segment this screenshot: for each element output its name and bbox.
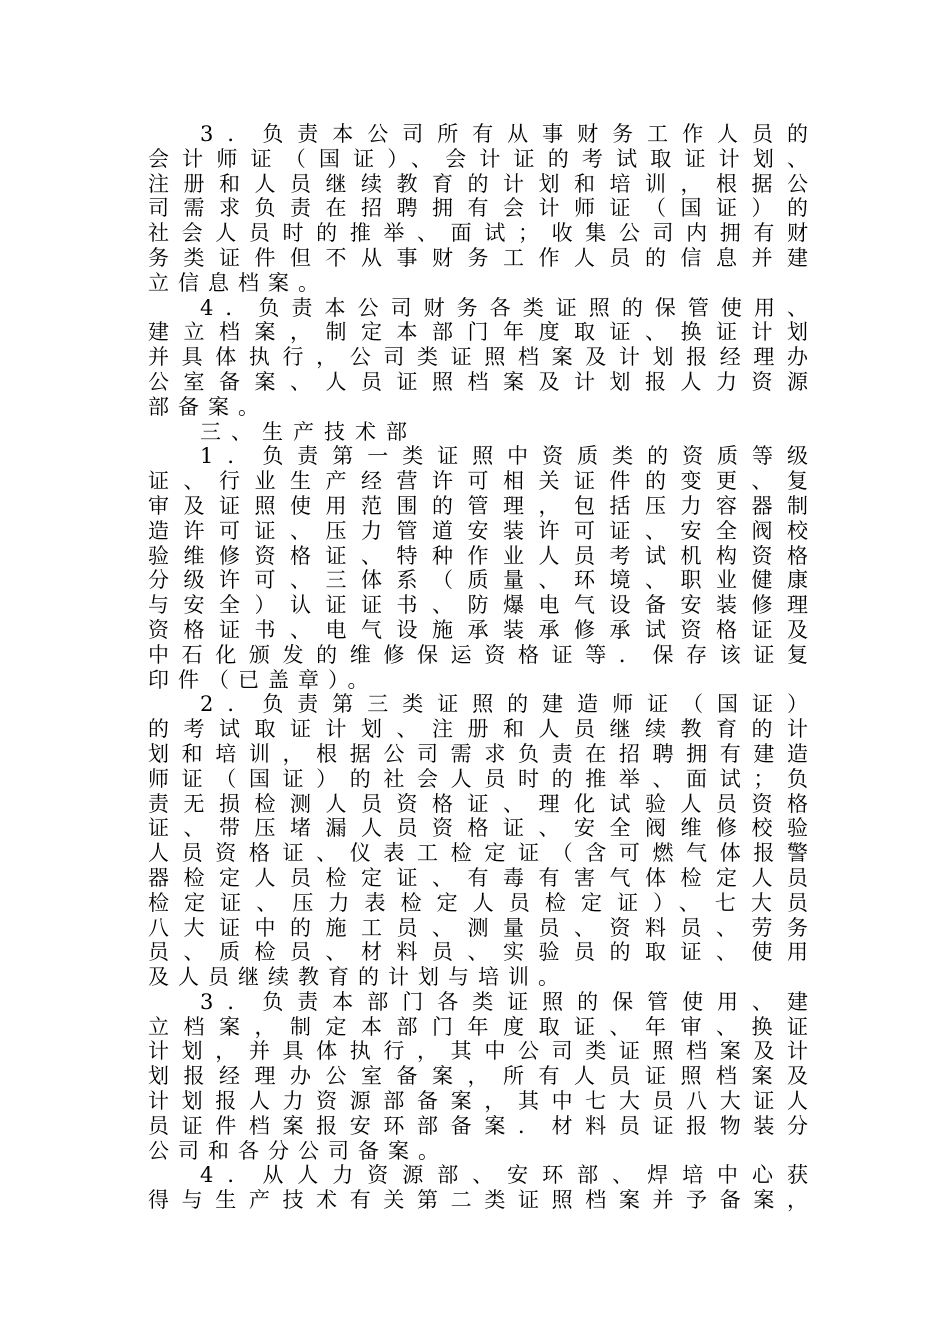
paragraph-line: 及人员继续教育的计划与培训。 bbox=[148, 965, 568, 990]
paragraph-line: 划报经理办公室备案，所有人员证照档案及 bbox=[148, 1064, 808, 1089]
paragraph-line: 人员资格证、仪表工检定证（含可燃气体报警 bbox=[148, 841, 808, 866]
paragraph-line: 3．负责本部门各类证照的保管使用、建 bbox=[200, 989, 808, 1014]
paragraph-line: 与安全）认证证书、防爆电气设备安装修理 bbox=[148, 593, 808, 618]
paragraph-line: 3．负责本公司所有从事财务工作人员的 bbox=[200, 122, 808, 146]
paragraph-line: 造许可证、压力管道安装许可证、安全阀校 bbox=[148, 518, 808, 543]
paragraph-line: 4．负责本公司财务各类证照的保管使用、 bbox=[200, 295, 808, 320]
paragraph-line: 注册和人员继续教育的计划和培训，根据公 bbox=[148, 171, 808, 196]
paragraph-line: 部备案。 bbox=[148, 394, 268, 419]
paragraph-line: 八大证中的施工员、测量员、资料员、劳务 bbox=[148, 915, 808, 940]
paragraph-line: 计划报人力资源部备案，其中七大员八大证人 bbox=[148, 1089, 808, 1114]
paragraph-line: 师证（国证）的社会人员时的推举、面试；负 bbox=[148, 766, 808, 791]
paragraph-line: 验维修资格证、特种作业人员考试机构资格 bbox=[148, 543, 808, 568]
paragraph-line: 分级许可、三体系（质量、环境、职业健康 bbox=[148, 568, 808, 593]
paragraph-line: 并具体执行，公司类证照档案及计划报经理办 bbox=[148, 345, 808, 370]
paragraph-line: 的考试取证计划、注册和人员继续教育的计 bbox=[148, 717, 808, 742]
paragraph-line: 计划，并具体执行，其中公司类证照档案及计 bbox=[148, 1039, 808, 1064]
paragraph-line: 检定证、压力表检定人员检定证）、七大员 bbox=[148, 890, 808, 915]
paragraph-line: 器检定人员检定证、有毒有害气体检定人员 bbox=[148, 865, 808, 890]
paragraph-line: 2．负责第三类证照的建造师证（国证） bbox=[200, 692, 808, 717]
paragraph-line: 4．从人力资源部、安环部、焊培中心获 bbox=[200, 1163, 808, 1188]
paragraph-line: 公司和各分公司备案。 bbox=[148, 1138, 448, 1163]
paragraph-line: 会计师证（国证）、会计证的考试取证计划、 bbox=[148, 146, 808, 171]
paragraph-line: 责无损检测人员资格证、理化试验人员资格 bbox=[148, 791, 808, 816]
paragraph-line: 务类证件但不从事财务工作人员的信息并建 bbox=[148, 245, 808, 270]
paragraph-line: 印件（已盖章）。 bbox=[148, 667, 378, 692]
paragraph-line: 资格证书、电气设施承装承修承试资格证及 bbox=[148, 617, 808, 642]
paragraph-line: 建立档案，制定本部门年度取证、换证计划 bbox=[148, 320, 808, 345]
paragraph-line: 立信息档案。 bbox=[148, 270, 328, 295]
paragraph-line: 审及证照使用范围的管理，包括压力容器制 bbox=[148, 493, 808, 518]
section-heading: 三、生产技术部 bbox=[200, 419, 417, 444]
paragraph-line: 社会人员时的推举、面试；收集公司内拥有财 bbox=[148, 221, 808, 246]
paragraph-line: 证、行业生产经营许可相关证件的变更、复 bbox=[148, 469, 808, 494]
paragraph-line: 划和培训，根据公司需求负责在招聘拥有建造 bbox=[148, 741, 808, 766]
paragraph-line: 立档案，制定本部门年度取证、年审、换证 bbox=[148, 1014, 808, 1039]
document-body bbox=[148, 122, 808, 1213]
paragraph-line: 证、带压堵漏人员资格证、安全阀维修校验 bbox=[148, 816, 808, 841]
paragraph-line: 员、质检员、材料员、实验员的取证、使用 bbox=[148, 940, 808, 965]
paragraph-line: 公室备案、人员证照档案及计划报人力资源 bbox=[148, 369, 808, 394]
paragraph-line: 司需求负责在招聘拥有会计师证（国证）的 bbox=[148, 196, 808, 221]
paragraph-line: 员证件档案报安环部备案．材料员证报物装分 bbox=[148, 1113, 808, 1138]
paragraph-line: 中石化颁发的维修保运资格证等．保存该证复 bbox=[148, 642, 808, 667]
paragraph-line: 得与生产技术有关第二类证照档案并予备案， bbox=[148, 1188, 808, 1213]
paragraph-line: 1．负责第一类证照中资质类的资质等级 bbox=[200, 444, 808, 469]
